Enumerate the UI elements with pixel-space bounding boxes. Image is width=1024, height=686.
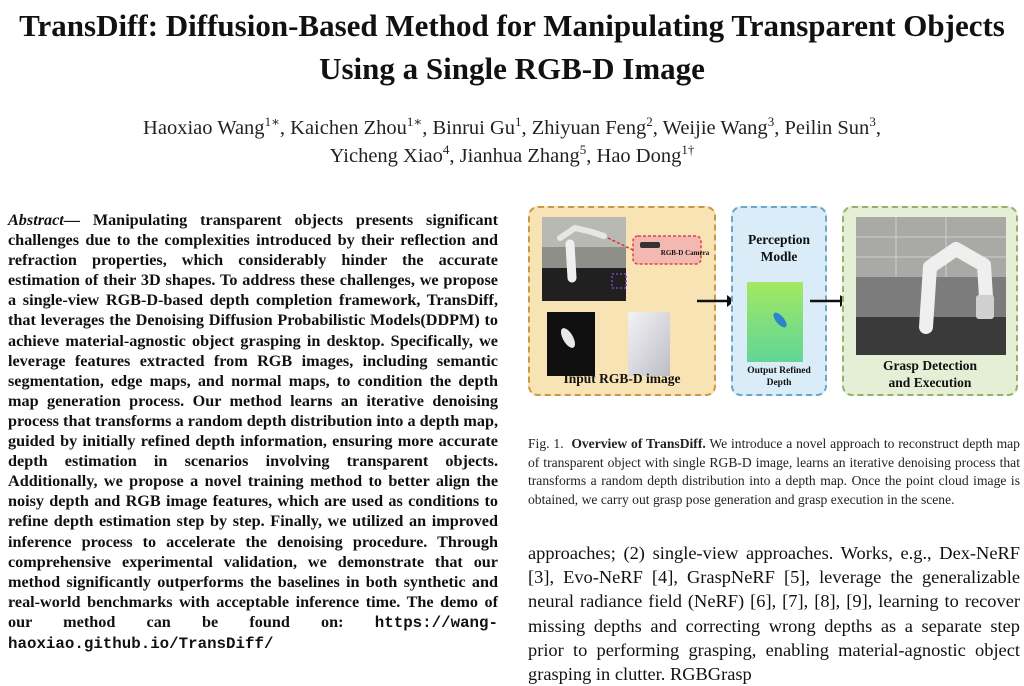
author-affiliation: 5 [579,142,587,157]
author-affiliation: 1† [681,142,695,157]
author-affiliation: 3 [767,114,775,129]
caption-text: We introduce a novel approach to reconstruct depth map of transparent object with single RGB-D image, learns an iterative denoising process that transforms a random depth distribution into a depth map. Once the point cloud image is obtained, we carry out grasp pose generation and grasp execution in the scene. [528,436,1020,507]
author-name: Zhiyuan Feng [531,117,647,139]
author-affiliation: 1∗ [264,114,280,129]
grasp-label: Grasp Detection and Execution [882,358,978,390]
figure-caption [528,435,1020,509]
paper-title: TransDiff: Diffusion-Based Method for Manipulating Transparent Objects Using a Single RGB-D Image [19,8,1005,86]
demo-url[interactable]: https://wang-haoxiao.github.io/TransDiff/ [8,613,498,653]
author-affiliation: 2 [646,114,653,129]
author-affiliation: 1∗ [406,114,423,129]
abstract-lead: Abstract [8,211,64,229]
body-text: approaches; (2) single-view approaches. Works, e.g., Dex-NeRF [3], Evo-NeRF [4], GraspNeRF [5], leverage the generalizable neural radiance field (NeRF) [6], [7], [8], [9], learning to recover missing depths and correcting wrong depths as a separate step prior to performing grasping, enabling material-agnostic object grasping in clutter. RGBGrasp [528,543,1020,685]
output-label: Output Refined Depth [747,366,811,388]
input-label: Input RGB-D image [563,371,681,386]
grasp-panel [842,206,1018,396]
refined-depth-map [747,282,807,364]
author-list: Haoxiao Wang$^{1∗}$, Kaichen Zhou$^{1∗}$, Binrui Gu$^1$, Zhiyuan Feng$^2$, Weijie Wang$^3$, Peilin Sun$^3$, Yicheng Xiao$^4$, Jianhua Zhang$^5$, Hao Dong$^{1\dagger}$ [143,114,881,167]
author-affiliation: 1 [515,114,522,129]
author-name: Weijie Wang [662,117,768,139]
figure-1 [528,206,1018,398]
abstract-dash: — [63,211,80,229]
perception-label: Perception Modle [748,232,810,264]
author-affiliation: 3 [869,114,876,129]
author-name: Haoxiao Wang [143,117,265,139]
caption-label: Fig. 1. [528,436,564,451]
author-name: Peilin Sun [784,117,870,139]
author-affiliation: 4 [442,142,450,157]
author-name: Kaichen Zhou [290,117,407,139]
author-name: Yicheng Xiao [329,145,443,167]
author-name: Binrui Gu [432,117,516,139]
abstract [8,210,498,654]
abstract-text: Manipulating transparent objects presents significant challenges due to the complexities introduced by their reflection and refraction properties, which considerably hinder the accurate estimation of their 3D shapes. To address these challenges, we propose a single-view RGB-D-based depth completion framework, TransDiff, that leverages the Denoising Diffusion Probabilistic Models(DDPM) to achieve material-agnostic object grasping in desktop. Specifically, we leverage features extracted from RGB images, including semantic segmentation, edge maps, and normal maps, to condition the depth map generation process. Our method learns an iterative denoising process that transforms a random depth distribution into a depth map, guided by initially refined depth information, ensuring more accurate depth estimation in scenarios involving transparent objects. Additionally, we propose a novel training method to better align the noisy depth and RGB image features, which are used as conditions to refine depth estimation step by step. Finally, we utilized an improved inference process to accelerate the denoising procedure. Through comprehensive experimental validation, we demonstrate that our method significantly outperforms the baselines in both synthetic and real-world benchmarks with acceptable inference time. The demo of our method can be found on: [8,211,498,631]
camera-label: RGB-D Camera [660,249,710,257]
caption-title: Overview of TransDiff. [571,436,706,451]
input-scene-image [530,208,714,394]
input-panel [528,206,716,396]
author-name: Hao Dong [596,145,682,167]
grasp-scene-image [856,217,1006,355]
author-name: Jianhua Zhang [459,145,580,167]
